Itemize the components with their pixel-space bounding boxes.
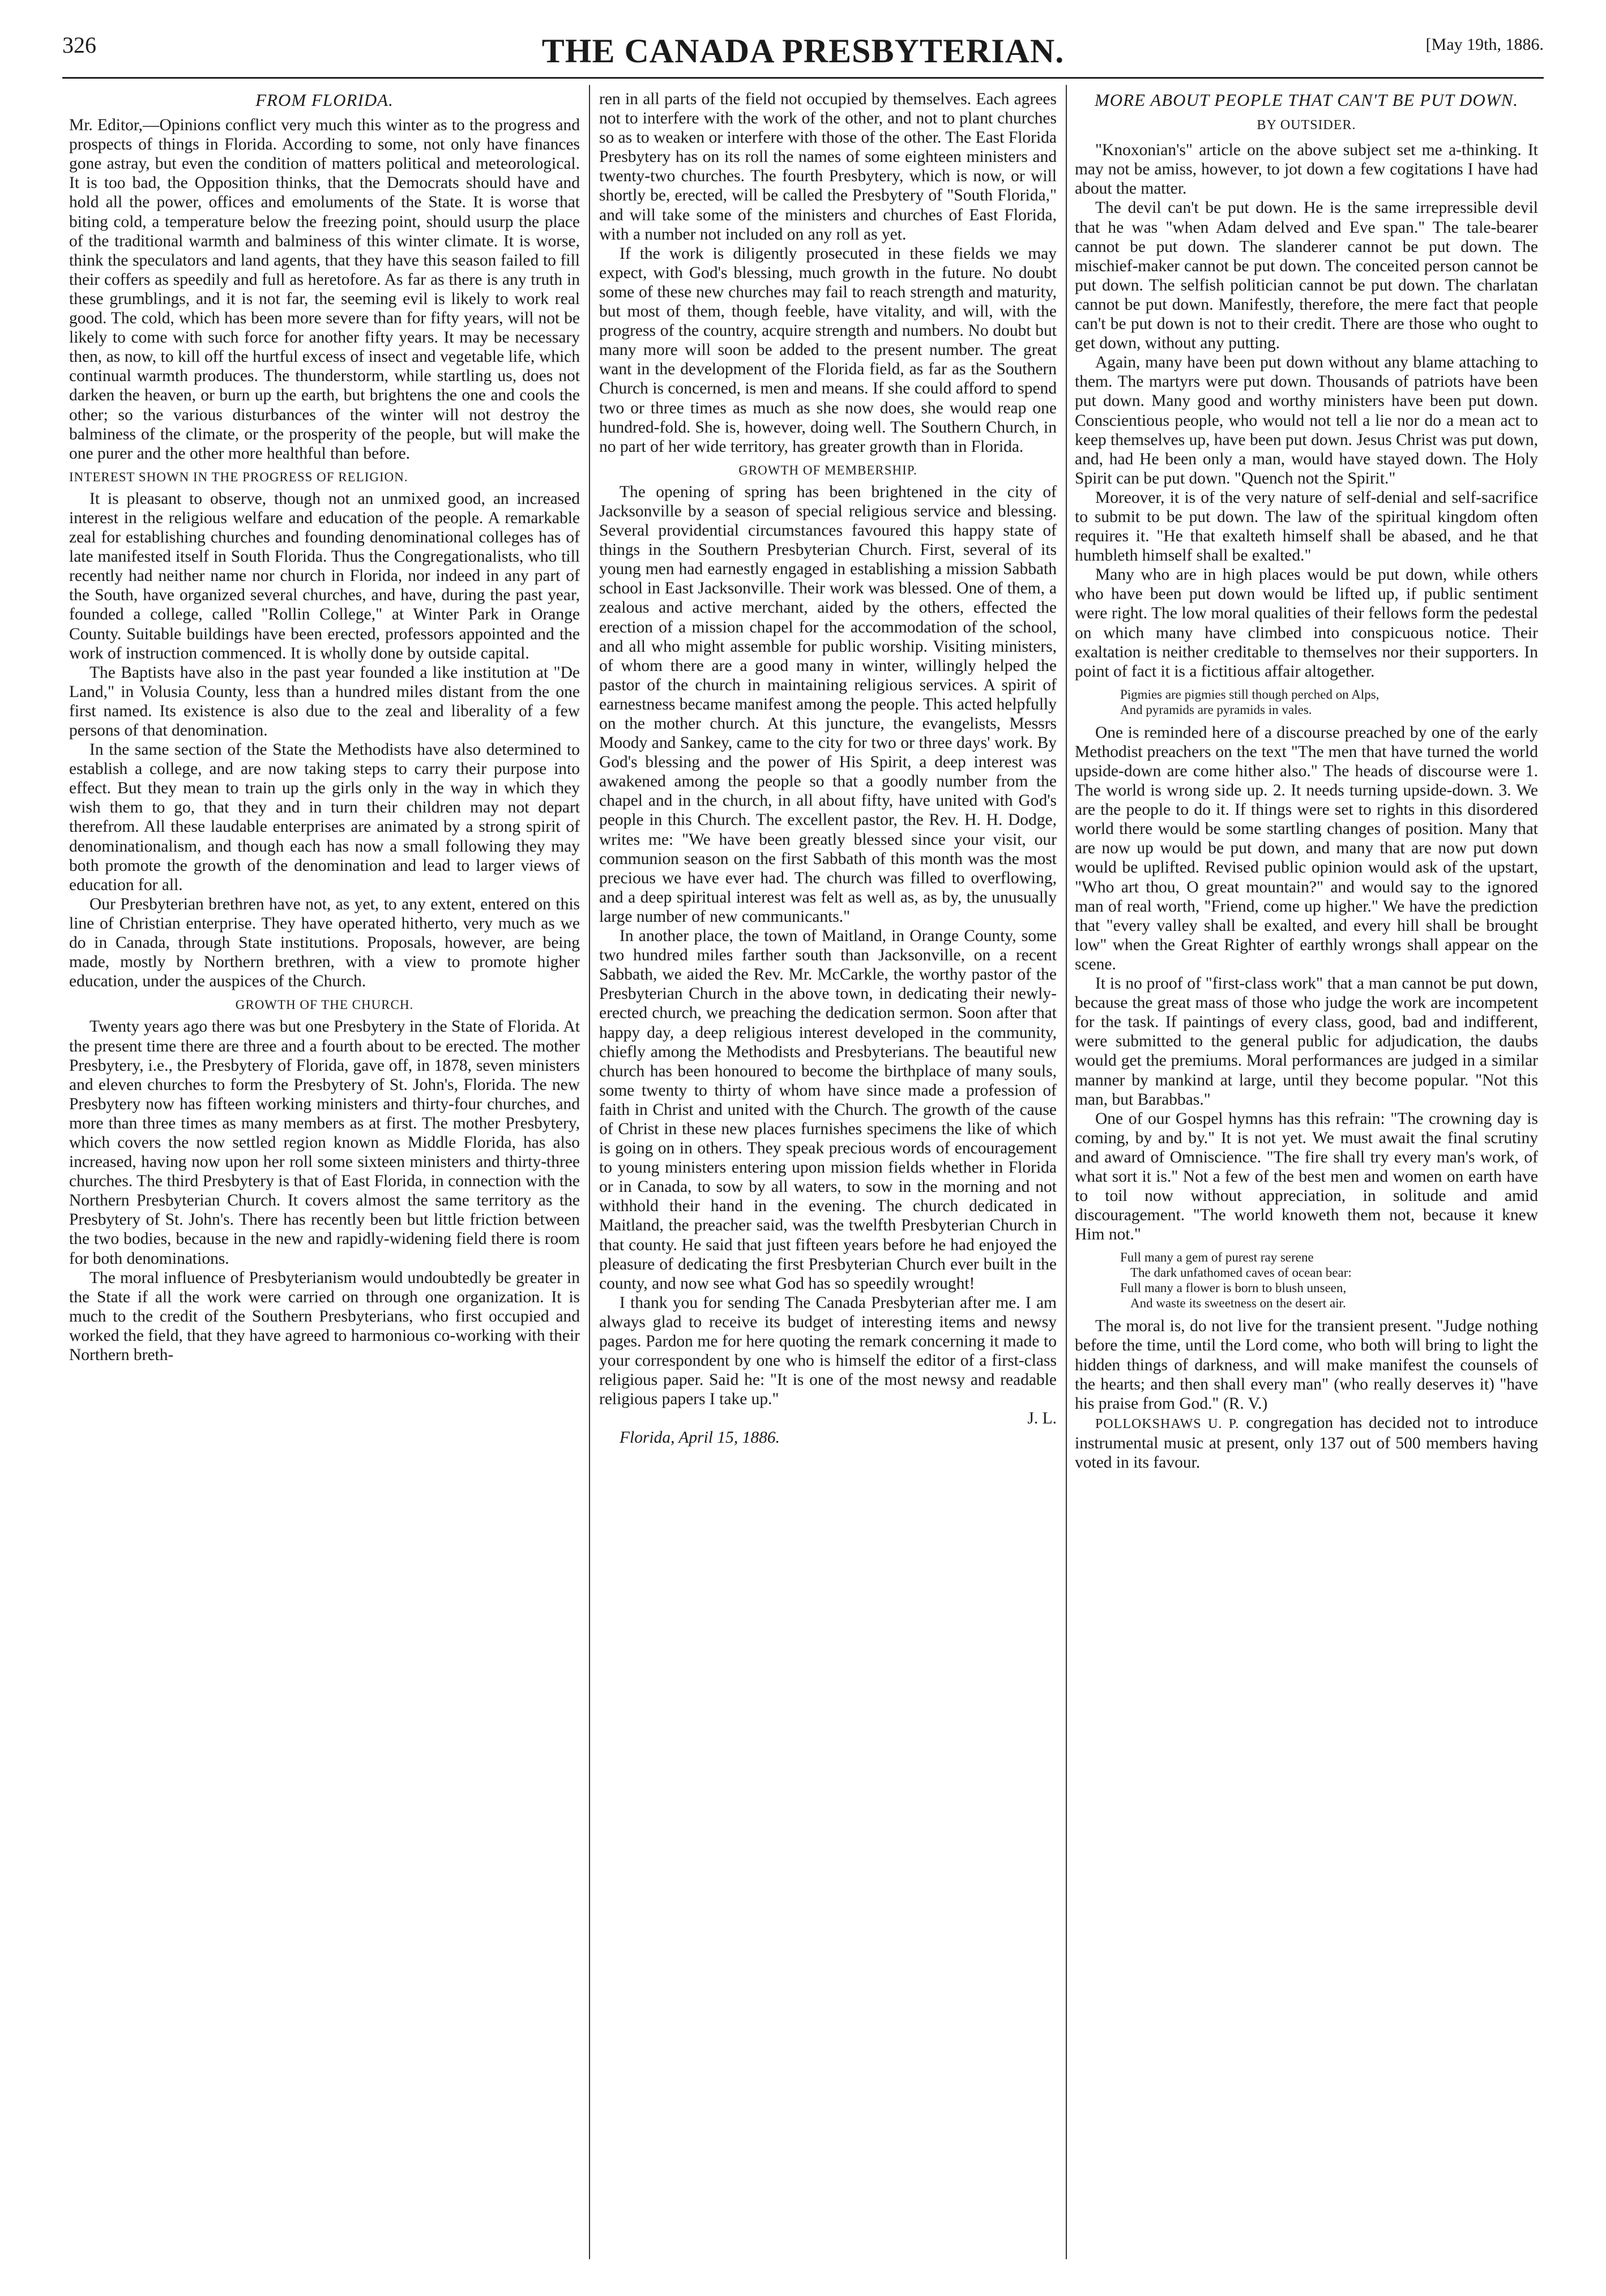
verse-line: And waste its sweetness on the desert air. — [1130, 1296, 1346, 1311]
verse-line: And pyramids are pyramids in vales. — [1120, 702, 1312, 717]
paragraph: The moral is, do not live for the transient present. "Judge nothing before the time, until the Lord come, who both will bring to light the hidden things of darkness, and will make manifest the counsels of the hearts; and then shall every man" (who really deserves it) "have his praise from God." (R. V.) — [1075, 1317, 1538, 1413]
column-1 — [69, 89, 580, 1365]
page-header — [62, 32, 1544, 71]
paragraph: Mr. Editor,—Opinions conflict very much this winter as to the progress and prospects of things in Florida. According to some, not only have finances gone astray, but even the condition of matters political and meteorological. It is too bad, the Opposition thinks, that the Democrats should have and hold all the power, offices and emoluments of the State. It is worse that biting cold, a temperature below the freezing point, should usurp the place of the traditional warmth and balminess of this winter climate. It is worse, think the speculators and land agents, that they have this season failed to fill their coffers as speedily and full as heretofore. As far as there is any truth in these grumblings, and it is not far, the seeming evil is likely to work real good. The cold, which has been more severe than for fifty years, will not be likely to come with such force for another fifty years. It may be necessary then, as now, to kill off the hurtful excess of insect and vegetable life, which continual warmth produces. The thunderstorm, while startling us, does not darken the heaven, or burn up the earth, but brightens the one and cools the other; so the various disturbances of the winter will not destroy the balminess of the climate, or the prosperity of the people, but will make the one purer and the other more healthful than before. — [69, 116, 580, 463]
column-2 — [599, 89, 1057, 1448]
article-heading: FROM FLORIDA. — [255, 90, 394, 110]
news-notice — [1075, 1413, 1538, 1472]
notice-lead: POLLOKSHAWS U. P. — [1095, 1416, 1240, 1431]
verse-line: The dark unfathomed caves of ocean bear: — [1130, 1265, 1352, 1280]
paragraph: It is pleasant to observe, though not an unmixed good, an increased interest in the religious welfare and education of the people. A remarkable zeal for establishing churches and founding denominational colleges has of late manifested itself in South Florida. Thus the Congregationalists, who till recently had neither name nor church in Florida, nor indeed in any part of the South, have organized several churches, and have, during the past year, founded a college, called "Rollin College," at Winter Park in Orange County. Suitable buildings have been erected, professors appointed and the work of instruction commenced. It is wholly done by outside capital. — [69, 489, 580, 662]
paragraph: In the same section of the State the Methodists have also determined to establish a college, and are now taking steps to carry their purpose into effect. But they mean to train up the girls only in the way in which they wish them to go, that they and in turn their children may not depart therefrom. All these laudable enterprises are animated by a strong spirit of denominationalism, and though each has now a small following they may both promote the growth of the denomination and lead to larger views of education for all. — [69, 741, 580, 894]
paragraph: One is reminded here of a discourse preached by one of the early Methodist preachers on the text "The men that have turned the world upside-down are come hither also." The heads of discourse were 1. The world is wrong side up. 2. It needs turning upside-down. 3. We are the people to do it. If things were set to rights in this disordered world there would be some startling changes of position. Many that are now up would be put down, and many that are now put down would be uplifted. Revised public opinion would ask of the upstart, "Who art thou, O great mountain?" and would say to the ignored man of real worth, "Friend, come up higher." We have the prediction that "every valley shall be exalted, and every hill shall be brought low" when the Great Righter of earthly wrongs shall appear on the scene. — [1075, 723, 1538, 973]
verse-quote — [1120, 687, 1538, 717]
issue-date: [May 19th, 1886. — [1425, 35, 1544, 54]
column-divider — [589, 85, 590, 2259]
verse-line: Full many a gem of purest ray serene — [1120, 1250, 1314, 1265]
paragraph: "Knoxonian's" article on the above subject set me a-thinking. It may not be amiss, however, to jot down a few cogitations I have had about the matter. — [1075, 141, 1538, 198]
paragraph: The Baptists have also in the past year founded a like institution at "De Land," in Volusia County, less than a hundred miles distant from the one first named. Its existence is also due to the zeal and liberality of a few persons of that denomination. — [69, 663, 580, 739]
paragraph: One of our Gospel hymns has this refrain: "The crowning day is coming, by and by." It is not yet. We must await the final scrutiny and award of Omniscience. "The fire shall try every man's work, of what sort it is." Not a few of the best men and women on earth have to toil now without appreciation, in solitude and amid discouragement. "The world knoweth them not, because it knew Him not." — [1075, 1109, 1538, 1244]
paragraph: Twenty years ago there was but one Presbytery in the State of Florida. At the present time there are three and a fourth about to be erected. The mother Presbytery, i.e., the Presbytery of Florida, gave off, in 1878, seven ministers and eleven churches to form the Presbytery of St. John's, Florida. The new Presbytery now has fifteen working ministers and thirty-four churches, and more than three times as many members as at first. The mother Presbytery, which covers the now settled region known as Middle Florida, has also increased, having now upon her roll some sixteen ministers and thirty-three churches. The third Presbytery is that of East Florida, in connection with the Northern Presbyterian Church. It covers almost the same territory as the Presbytery of St. John's. There has recently been but little friction between the two bodies, because in the new and rapidly-widening field there is room for both denominations. — [69, 1017, 580, 1268]
signature: J. L. — [1027, 1409, 1057, 1428]
paragraph: Many who are in high places would be put down, while others who have been put down would be lifted up, if public sentiment were right. The low moral qualities of their fellows form the pedestal on which many have climbed into conspicuous notice. Their exaltation is neither creditable to themselves nor their supporters. In point of fact it is a fictitious affair altogether. — [1075, 566, 1538, 681]
dateline: Florida, April 15, 1886. — [620, 1429, 780, 1447]
section-subheading: GROWTH OF MEMBERSHIP. — [738, 463, 917, 477]
paragraph: Our Presbyterian brethren have not, as yet, to any extent, entered on this line of Christian enterprise. They have operated hitherto, very much as we do in Canada, through State institutions. Proposals, however, are being made, mostly by Northern brethren, with a view to promote higher education, under the auspices of the Church. — [69, 895, 580, 991]
paragraph: It is no proof of "first-class work" that a man cannot be put down, because the great mass of those who judge the work are incompetent for the task. If paintings of every class, good, bad and indifferent, were submitted to the general public for adjudication, the daubs would get the premiums. Moral performances are judged in a similar manner by mankind at large, until they become popular. "Not this man, but Barabbas." — [1075, 974, 1538, 1109]
paragraph: I thank you for sending The Canada Presbyterian after me. I am always glad to receive its budget of interesting items and newsy pages. Pardon me for here quoting the remark concerning it made to your correspondent by one who is himself the editor of a first-class religious paper. Said he: "It is one of the most newsy and readable religious papers I take up." — [599, 1293, 1057, 1409]
column-divider — [1066, 85, 1067, 2259]
paragraph: The opening of spring has been brightened in the city of Jacksonville by a season of special religious service and blessing. Several providential circumstances favoured this happy state of things in the Southern Presbyterian Church. First, several of its young men had earnestly engaged in establishing a mission Sabbath school in East Jacksonville. Their work was blessed. One of them, a zealous and active merchant, aided by the others, effected the erection of a mission chapel for the accommodation of the school, and all who might assemble for public worship. Visiting ministers, of whom there are a good many in winter, willingly helped the pastor of the church in maintaining religious services. A spirit of earnestness became manifest among the people. This acted helpfully on the mother church. At this juncture, the evangelists, Messrs Moody and Sankey, came to the city for two or three days' work. By God's blessing and the power of His Spirit, a deep interest was awakened among the people so that a goodly number from the chapel and in the church, in all about fifty, have united with God's people in this Church. The excellent pastor, the Rev. H. H. Dodge, writes me: "We have been greatly blessed since your visit, our communion season on the first Sabbath of this month was the most precious we have ever had. The church was filled to overflowing, and a deep spiritual interest was felt as well as, as by, the unusually large number of new communicants." — [599, 482, 1057, 926]
header-rule — [62, 77, 1544, 79]
page-number: 326 — [62, 32, 96, 58]
verse-line: Pigmies are pigmies still though perched on Alps, — [1120, 687, 1379, 702]
paragraph: Again, many have been put down without any blame attaching to them. The martyrs were put down. Thousands of patriots have been put down. Many good and worthy ministers have been put down. Conscientious people, who would not tell a lie nor do a mean act to keep themselves up, have been put down. Jesus Christ was put down, and, had He been only a man, would have stayed down. The Holy Spirit can be put down. "Quench not the Spirit." — [1075, 353, 1538, 488]
paragraph: The devil can't be put down. He is the same irrepressible devil that he was "when Adam delved and Eve span." The tale-bearer cannot be put down. The slanderer cannot be put down. The mischief-maker cannot be put down. The conceited person cannot be put down. The selfish politician cannot be put down. The charlatan cannot be put down. Manifestly, therefore, the mere fact that people can't be put down is not to their credit. There are those who ought to get down, without any putting. — [1075, 199, 1538, 353]
verse-line: Full many a flower is born to blush unseen, — [1120, 1281, 1347, 1295]
paragraph: ren in all parts of the field not occupied by themselves. Each agrees not to interfere with the work of the other, and not to plant churches so as to weaken or interfere with those of the other. The East Florida Presbytery has on its roll the names of some eighteen ministers and twenty-two churches. The fourth Presbytery, which is now, or will shortly be, erected, will be called the Presbytery of "South Florida," and will take some of the ministers and churches of East Florida, with a number not included on any roll as yet. — [599, 90, 1057, 243]
article-heading: MORE ABOUT PEOPLE THAT CAN'T BE PUT DOWN. — [1094, 90, 1519, 110]
newspaper-title: THE CANADA PRESBYTERIAN. — [541, 32, 1065, 70]
paragraph: In another place, the town of Maitland, in Orange County, some two hundred miles farther south than Jacksonville, on a recent Sabbath, we aided the Rev. Mr. McCarkle, the worthy pastor of the Presbyterian Church in the above town, in dedicating their newly-erected church, we preaching the dedication sermon. Soon after that happy day, a deep religious interest developed in the community, chiefly among the Methodists and Presbyterians. The beautiful new church has been honoured to become the birthplace of many souls, some twenty to thirty of whom have since made a profession of faith in Christ and united with the Church. The growth of the cause of Christ in these new places furnishes specimens the like of which is going on in others. They speak precious words of encouragement to young ministers entering upon mission fields whether in Florida or in Canada, to sow by all waters, to sow in the morning and not withhold their hand in the evening. The church dedicated in Maitland, the preacher said, was the twelfth Presbyterian Church in that county. He said that just fifteen years before he had enjoyed the pleasure of dedicating the first Presbyterian Church ever built in the county, and now see what God has so speedily wrought! — [599, 927, 1057, 1293]
notice-text: congregation has decided not to introduce instrumental music at present, only 137 out of 500 members having voted in its favour. — [1075, 1413, 1538, 1472]
paragraph: Moreover, it is of the very nature of self-denial and self-sacrifice to submit to be put down. The law of the spiritual kingdom often requires it. "He that exalteth himself shall be abased, and he that humbleth himself shall be exalted." — [1075, 488, 1538, 565]
byline: BY OUTSIDER. — [1257, 118, 1356, 133]
section-subheading: GROWTH OF THE CHURCH. — [235, 998, 414, 1012]
column-3 — [1075, 89, 1538, 1472]
section-subheading: INTEREST SHOWN IN THE PROGRESS OF RELIGION. — [69, 469, 408, 484]
paragraph: If the work is diligently prosecuted in these fields we may expect, with God's blessing, much growth in the future. No doubt some of these new churches may fail to reach strength and maturity, but most of them, though feeble, have vitality, and will, with the progress of the country, acquire strength and numbers. No doubt but many more will soon be added to the present number. The great want in the development of the Florida field, as far as the Southern Church is concerned, is men and means. If she could afford to spend two or three times as much as she now does, she would reap one hundred-fold. She is, however, doing well. The Southern Church, in no part of her wide territory, has greater growth than in Florida. — [599, 244, 1057, 456]
paragraph: The moral influence of Presbyterianism would undoubtedly be greater in the State if all the work were carried on through one organization. It is much to the credit of the Southern Presbyterians, who first occupied and worked the field, that they have agreed to harmonious co-working with their Northern breth- — [69, 1268, 580, 1364]
verse-quote — [1120, 1250, 1538, 1311]
